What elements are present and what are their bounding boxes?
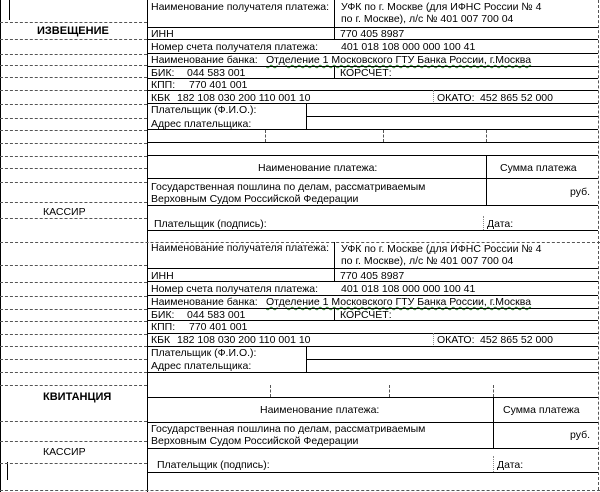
left-row-line xyxy=(0,346,147,347)
amount-divider xyxy=(493,422,494,448)
left-row-line xyxy=(0,156,147,157)
okato-divider xyxy=(433,90,434,104)
okato-value: 452 865 52 000 xyxy=(480,334,553,346)
inn-divider xyxy=(334,27,335,39)
row-line xyxy=(147,205,598,206)
notice-title: ИЗВЕЩЕНИЕ xyxy=(37,25,109,37)
spacer-tick xyxy=(493,385,494,397)
left-row-line xyxy=(0,296,147,297)
currency-label: руб. xyxy=(570,429,591,441)
left-row-line xyxy=(0,90,147,91)
payment-purpose-line2: Верховным Судом Российской Федерации xyxy=(151,193,359,205)
inn-value: 770 405 8987 xyxy=(340,28,405,40)
left-row-line xyxy=(0,372,147,373)
kpp-label: КПП: xyxy=(151,321,176,333)
row-line xyxy=(147,448,598,449)
currency-label: руб. xyxy=(570,186,591,198)
account-value: 401 018 108 000 000 100 41 xyxy=(341,283,476,295)
kbk-value: 182 108 030 200 110 001 10 xyxy=(177,334,311,346)
okato-value: 452 865 52 000 xyxy=(480,92,553,104)
bottom-cut-line xyxy=(0,490,600,491)
kpp-label: КПП: xyxy=(151,79,176,91)
corner-mark-bottom xyxy=(7,462,8,480)
left-row-line xyxy=(0,218,147,219)
recipient-value-line2: по г. Москве), л/с № 401 007 700 04 xyxy=(341,255,514,267)
cashier-label: КАССИР xyxy=(43,206,86,218)
left-row-line xyxy=(0,441,147,442)
recipient-divider xyxy=(334,242,335,269)
kpp-value: 770 401 001 xyxy=(189,79,248,91)
left-row-line xyxy=(0,202,147,203)
kbk-label: КБК xyxy=(151,92,171,104)
date-divider xyxy=(493,456,494,472)
recipient-value-line2: по г. Москве), л/с № 401 007 700 04 xyxy=(341,13,514,25)
row-line xyxy=(147,90,598,91)
payment-sum-header: Сумма платежа xyxy=(503,404,580,416)
row-line xyxy=(147,39,598,40)
column-divider xyxy=(147,0,148,492)
payer-address-label: Адрес плательщика: xyxy=(151,118,252,130)
row-line xyxy=(147,397,598,398)
row-line xyxy=(147,142,598,143)
bank-label: Наименование банка: xyxy=(151,54,258,66)
left-row-line xyxy=(0,39,147,40)
spacer-tick xyxy=(270,385,271,397)
okato-label: ОКАТО: xyxy=(437,92,475,104)
sum-divider xyxy=(493,397,494,423)
left-row-line xyxy=(0,118,147,119)
spacer-tick xyxy=(389,385,390,397)
bik-divider xyxy=(334,308,335,320)
outer-left-border xyxy=(0,0,1,492)
recipient-value-line1: УФК по г. Москве (для ИФНС России № 4 xyxy=(341,1,542,13)
payer-name-label: Плательщик (Ф.И.О.): xyxy=(151,104,257,116)
payer-name-field-line xyxy=(306,359,598,360)
recipient-divider xyxy=(334,0,335,28)
left-row-line xyxy=(0,321,147,322)
bik-divider xyxy=(334,66,335,78)
payment-purpose-line2: Верховным Судом Российской Федерации xyxy=(151,435,359,447)
outer-right-border xyxy=(598,0,599,490)
payment-name-header: Наименование платежа: xyxy=(258,162,378,174)
payer-name-label: Плательщик (Ф.И.О.): xyxy=(151,347,257,359)
bik-value: 044 583 001 xyxy=(187,309,246,321)
left-row-line xyxy=(0,265,147,266)
left-row-line xyxy=(0,421,147,422)
row-line xyxy=(147,230,598,231)
left-row-line xyxy=(0,282,147,283)
korschet-label: КОРСЧЕТ: xyxy=(340,67,392,79)
date-label: Дата: xyxy=(497,459,524,471)
account-label: Номер счета получателя платежа: xyxy=(151,41,319,53)
kbk-label: КБК xyxy=(151,334,171,346)
kpp-value: 770 401 001 xyxy=(189,321,248,333)
payment-name-header: Наименование платежа: xyxy=(260,404,380,416)
payment-purpose-line1: Государственная пошлина по делам, рассматриваемым xyxy=(151,423,426,435)
left-row-line xyxy=(0,334,147,335)
payment-sum-header: Сумма платежа xyxy=(500,162,577,174)
row-line xyxy=(147,129,598,130)
row-line xyxy=(147,155,598,156)
left-row-line xyxy=(0,385,147,386)
left-row-line xyxy=(0,54,147,55)
account-value: 401 018 108 000 000 100 41 xyxy=(341,41,476,53)
row-line xyxy=(147,268,598,269)
okato-label: ОКАТО: xyxy=(437,334,475,346)
left-row-line xyxy=(0,168,147,169)
kbk-value: 182 108 030 200 110 001 10 xyxy=(177,92,311,104)
okato-divider xyxy=(433,333,434,347)
bik-label: БИК: xyxy=(151,309,175,321)
signature-label: Плательщик (подпись): xyxy=(154,218,267,230)
date-label: Дата: xyxy=(487,218,514,230)
corner-mark xyxy=(9,0,10,20)
inn-label: ИНН xyxy=(151,28,174,40)
left-row-line xyxy=(0,182,147,183)
row-line xyxy=(147,472,598,473)
row-line xyxy=(147,372,598,373)
payment-purpose-line1: Государственная пошлина по делам, рассматриваемым xyxy=(151,181,426,193)
left-row-line xyxy=(0,22,147,23)
receipt-title: КВИТАНЦИЯ xyxy=(43,391,112,403)
signature-label: Плательщик (подпись): xyxy=(157,459,270,471)
bank-value: Отделение 1 Московского ГТУ Банка России, г.Москва xyxy=(266,296,532,308)
spacer-tick xyxy=(383,130,384,142)
recipient-label: Наименование получателя платежа: xyxy=(151,242,329,254)
left-row-line xyxy=(0,130,147,131)
spacer-tick xyxy=(265,130,266,142)
recipient-value-line1: УФК по г. Москве (для ИФНС России № 4 xyxy=(341,243,542,255)
inn-label: ИНН xyxy=(151,270,174,282)
left-row-line xyxy=(0,359,147,360)
payer-address-label: Адрес плательщика: xyxy=(151,360,252,372)
inn-value: 770 405 8987 xyxy=(340,270,405,282)
bik-label: БИК: xyxy=(151,67,175,79)
row-line xyxy=(147,178,598,179)
amount-divider xyxy=(486,178,487,205)
bank-label: Наименование банка: xyxy=(151,296,258,308)
bank-value: Отделение 1 Московского ГТУ Банка России, г.Москва xyxy=(266,54,532,66)
spacer-tick xyxy=(486,130,487,142)
korschet-label: КОРСЧЕТ: xyxy=(340,309,392,321)
left-row-line xyxy=(0,65,147,66)
left-row-line xyxy=(0,143,147,144)
bik-value: 044 583 001 xyxy=(187,67,246,79)
left-row-line xyxy=(0,463,147,464)
cashier-label: КАССИР xyxy=(43,446,86,458)
left-row-line xyxy=(0,77,147,78)
account-label: Номер счета получателя платежа: xyxy=(151,283,319,295)
left-row-line xyxy=(0,104,147,105)
payer-name-field-line xyxy=(306,116,598,117)
date-divider xyxy=(483,216,484,230)
row-line xyxy=(147,281,598,282)
recipient-label: Наименование получателя платежа: xyxy=(151,1,329,13)
left-row-line xyxy=(0,309,147,310)
inn-divider xyxy=(334,268,335,281)
